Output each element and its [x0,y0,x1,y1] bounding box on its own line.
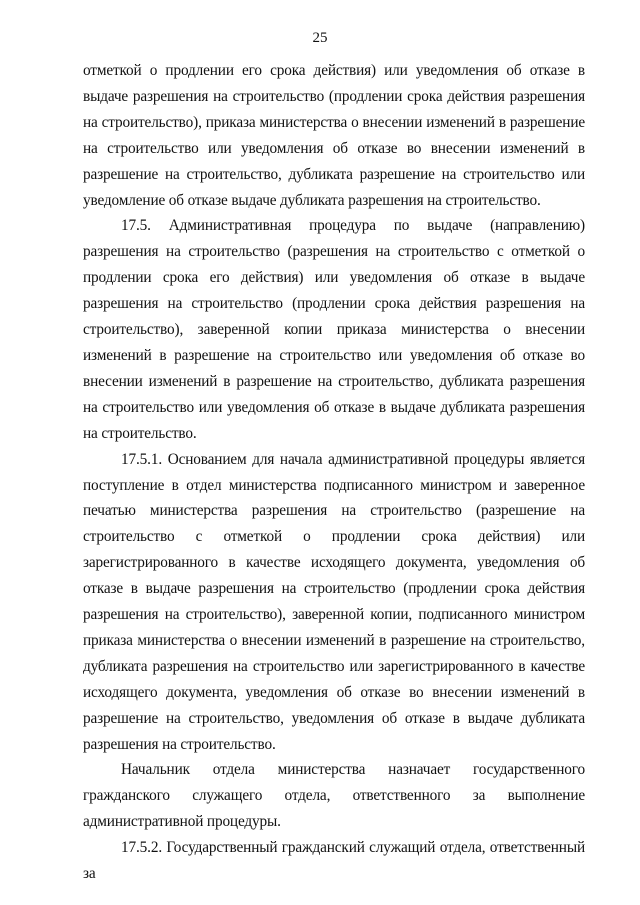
paragraph-department-head: Начальник отдела министерства назначает государственного гражданского служащего отдела, ответственного за выполнение административной процедуры. [83,761,585,831]
page-number: 25 [312,30,328,46]
paragraph-17-5-1: 17.5.1. Основанием для начала административной процедуры является поступление в отдел министерства подписанного министром и заверенное печатью министерства разрешения на строительство (разрешение на строительство с отметкой о продлении срока действия) или зарегистрированного в качестве исходящего документа, уведомления об отказе в выдаче разрешения на строительство (продлении срока действия разрешения на строительство), заверенной копии, подписанного министром приказа министерства о внесении изменений в разрешение на строительство, дубликата разрешения на строительство или зарегистрированного в качестве исходящего документа, уведомления об отказе во внесении изменений в разрешение на строительство, уведомления об отказе в выдаче дубликата разрешения на строительство. [83,450,585,753]
paragraph-17-5: 17.5. Административная процедура по выдаче (направлению) разрешения на строительство (разрешения на строительство с отметкой о продлении срока его действия) или уведомления об отказе в выдаче разрешения на строительство (продлении срока действия разрешения на строительство), заверенной копии приказа министерства о внесении изменений в разрешение на строительство или уведомления об отказе во внесении изменений в разрешение на строительство, дубликата разрешения на строительство или уведомления об отказе в выдаче дубликата разрешения на строительство. [83,217,585,442]
document-body [83,58,585,887]
paragraph-17-5-2: 17.5.2. Государственный гражданский служащий отдела, ответственный за [83,839,585,883]
paragraph-continuation: отметкой о продлении его срока действия) или уведомления об отказе в выдаче разрешения на строительство (продлении срока действия разрешения на строительство), приказа министерства о внесении изменений в разрешение на строительство или уведомления об отказе во внесении изменений в разрешение на строительство, дубликата разрешение на строительство или уведомление об отказе выдаче дубликата разрешения на строительство. [83,62,585,209]
